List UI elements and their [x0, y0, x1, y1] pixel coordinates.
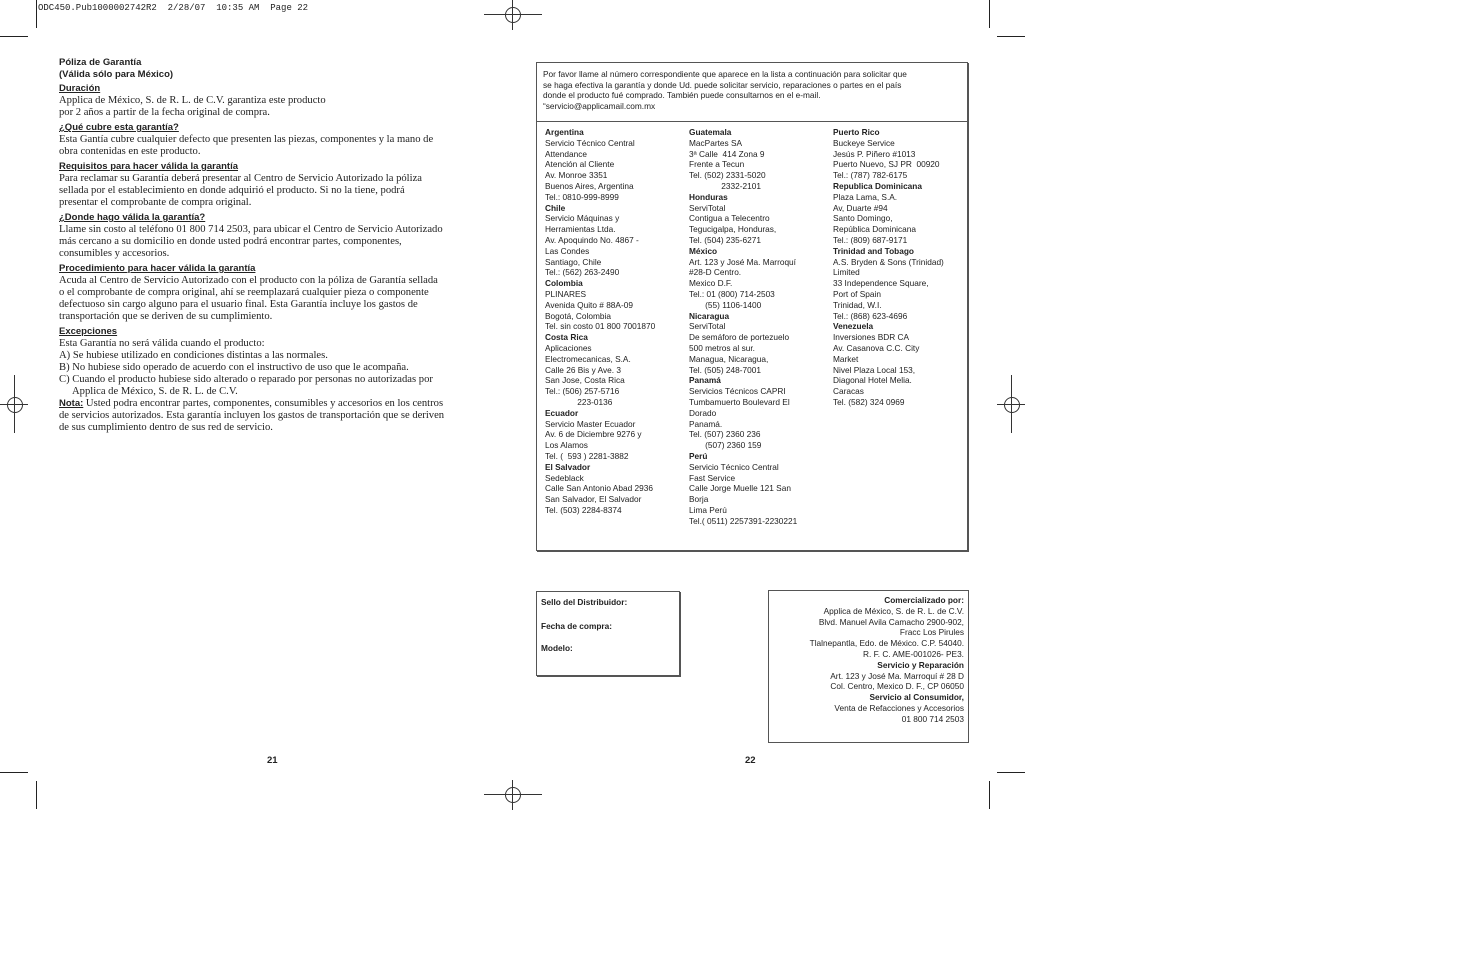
address-line: Tumbamuerto Boulevard El	[689, 396, 790, 407]
commercial-line: Servicio al Consumidor,	[869, 692, 964, 703]
address-line: Buckeye Service	[833, 137, 895, 148]
section-text-line: sellada por el establecimiento en donde adquirió el producto. Si no la tiene, podrá	[59, 185, 405, 196]
address-line: De semáforo de portezuelo	[689, 332, 790, 343]
address-line: Buenos Aires, Argentina	[545, 180, 634, 191]
section-heading: Procedimiento para hacer válida la garantía	[59, 263, 256, 274]
address-line: Port of Spain	[833, 288, 881, 299]
nota-line-2: de sus cumplimiento dentro de sus red de servicio.	[59, 422, 273, 433]
service-entry	[545, 408, 655, 462]
service-entry	[689, 127, 797, 192]
box-divider	[537, 121, 967, 122]
address-line: Attendance	[545, 148, 587, 159]
section-heading: ¿Donde hago válida la garantía?	[59, 212, 206, 223]
service-entry	[545, 462, 655, 516]
commercial-line: R. F. C. AME-001026- PE3.	[863, 648, 964, 659]
section-text-line: obra contenidas en este producto.	[59, 146, 201, 157]
address-line: Av, Duarte #94	[833, 202, 888, 213]
address-line: Atención al Cliente	[545, 159, 615, 170]
address-line: Av. Apoquindo No. 4867 -	[545, 234, 639, 245]
nota-line-0: Usted podra encontrar partes, componentes, consumibles y accesorios en los centros	[83, 398, 444, 409]
address-line: Bogotá, Colombia	[545, 310, 611, 321]
address-line: ServiTotal	[689, 202, 726, 213]
service-column-2	[689, 127, 797, 526]
country-name: El Salvador	[545, 461, 591, 472]
address-line: Mexico D.F.	[689, 278, 733, 289]
address-line: ServiTotal	[689, 321, 726, 332]
warranty-title: Póliza de Garantía	[59, 57, 142, 68]
country-name: Argentina	[545, 127, 584, 137]
printer-slug: ODC450.Pub1000002742R2 2/28/07 10:35 AM Page 22	[38, 3, 309, 13]
section-text-line: más cercano a su domicilio en donde usted podrá encontrar partes, componentes,	[59, 236, 402, 247]
service-intro	[543, 69, 963, 111]
service-entry	[833, 127, 944, 181]
distributor-stamp-box	[536, 591, 680, 676]
exception-item: Applica de México, S. de R. L. de C.V.	[72, 386, 238, 397]
section-text-line: defectuoso sin cargo alguno para el usuario final. Esta Garantía incluye los gastos de	[59, 299, 418, 310]
address-line: 3ª Calle 414 Zona 9	[689, 148, 765, 159]
address-line: Fast Service	[689, 472, 736, 483]
nota-line-1: de servicios autorizados. Esta garantía incluyen los gastos de transportación que se deriven	[59, 410, 445, 421]
address-line: Tel.: (868) 623-4696	[833, 310, 908, 321]
country-name: Chile	[545, 202, 566, 213]
address-line: Market	[833, 353, 859, 364]
country-name: Honduras	[689, 191, 728, 202]
address-line: Santo Domingo,	[833, 213, 893, 224]
address-line: Lima Perú	[689, 504, 727, 515]
address-line: Servicios Técnicos CAPRI	[689, 386, 786, 397]
address-line: Av. 6 de Diciembre 9276 y	[545, 429, 642, 440]
address-line: Tel. (582) 324 0969	[833, 396, 905, 407]
address-line: Servicio Máquinas y	[545, 213, 620, 224]
service-entry	[545, 127, 655, 203]
address-line: Av. Monroe 3351	[545, 170, 608, 181]
address-line: Frente a Tecun	[689, 159, 745, 170]
service-entry	[833, 321, 944, 407]
address-line: 223-0136	[545, 396, 613, 407]
address-line: Servicio Técnico Central	[545, 137, 635, 148]
address-line: Jesús P. Piñero #1013	[833, 148, 916, 159]
exception-item: B) No hubiese sido operado de acuerdo con el instructivo de uso que le acompaña.	[59, 362, 409, 373]
service-entry	[689, 451, 797, 527]
address-line: Tel. (502) 2331-5020	[689, 170, 766, 181]
address-line: Aplicaciones	[545, 342, 592, 353]
commercial-line: Applica de México, S. de R. L. de C.V.	[823, 605, 964, 616]
page-number-left: 21	[267, 755, 278, 766]
address-line: Plaza Lama, S.A.	[833, 191, 898, 202]
address-line: Dorado	[689, 407, 717, 418]
intro-line: Por favor llame al número correspondiente que aparece en la lista a continuación para solicitar que	[543, 69, 907, 79]
section-text-line: Esta Garantía no será válida cuando el producto:	[59, 338, 265, 349]
address-line: Tegucigalpa, Honduras,	[689, 224, 777, 235]
section-text-line: consumibles y accesorios.	[59, 248, 170, 259]
address-line: PLINARES	[545, 288, 587, 299]
address-line: Tel. sin costo 01 800 7001870	[545, 321, 656, 332]
address-line: Borja	[689, 494, 709, 505]
address-line: Tel.: (562) 263-2490	[545, 267, 620, 278]
page-number-right: 22	[745, 755, 756, 766]
section-text-line: Esta Gantía cubre cualquier defecto que presenten las piezas, componentes y la mano de	[59, 134, 434, 145]
address-line: Tel. (507) 2360 236	[689, 429, 761, 440]
intro-line: donde el producto fué comprado. También puede consultarnos en el e-mail.	[543, 90, 821, 100]
commercial-line: Col. Centro, Mexico D. F., CP 06050	[830, 681, 964, 692]
modelo-label: Modelo:	[541, 643, 573, 653]
commercial-line: Art. 123 y José Ma. Marroquí # 28 D	[830, 670, 964, 681]
address-line: Electromecanicas, S.A.	[545, 353, 631, 364]
address-line: Managua, Nicaragua,	[689, 353, 769, 364]
address-line: Tel. (503) 2284-8374	[545, 504, 622, 515]
address-line: 33 Independence Square,	[833, 278, 929, 289]
address-line: MacPartes SA	[689, 137, 743, 148]
section-text-line: transportación que se deriven de su cumplimiento.	[59, 311, 273, 322]
service-centers-box	[536, 62, 968, 551]
address-line: Inversiones BDR CA	[833, 332, 910, 343]
exception-item: C) Cuando el producto hubiese sido alterado o reparado por personas no autorizadas por	[59, 374, 433, 385]
warranty-policy	[59, 57, 491, 434]
service-entry	[689, 311, 797, 376]
address-line: Tel.( 0511) 2257391-2230221	[689, 515, 798, 526]
service-column-1	[545, 127, 655, 516]
service-column-3	[833, 127, 944, 408]
address-line: Servicio Técnico Central	[689, 461, 779, 472]
commercial-line: Fracc Los Pirules	[899, 627, 964, 638]
address-line: Tel.: (809) 687-9171	[833, 234, 908, 245]
section-heading: Requisitos para hacer válida la garantía	[59, 161, 238, 172]
service-entry	[545, 203, 655, 279]
section-text-line: por 2 años a partir de la fecha original de compra.	[59, 107, 270, 118]
country-name: Nicaragua	[689, 310, 730, 321]
exception-item: A) Se hubiese utilizado en condiciones distintas a las normales.	[59, 350, 328, 361]
address-line: Santiago, Chile	[545, 256, 602, 267]
nota-label: Nota:	[59, 398, 84, 409]
intro-line: se haga efectiva la garantía y donde Ud. puede solicitar servicio, reparaciones o partes en el país	[543, 79, 902, 90]
address-line: Av. Casanova C.C. City	[833, 342, 920, 353]
sello-label: Sello del Distribuidor:	[541, 597, 628, 607]
address-line: Nivel Plaza Local 153,	[833, 364, 916, 375]
address-line: República Dominicana	[833, 224, 917, 235]
country-name: Guatemala	[689, 127, 732, 137]
address-line: Los Alamos	[545, 440, 588, 451]
address-line: Contigua a Telecentro	[689, 213, 770, 224]
fecha-label: Fecha de compra:	[541, 621, 613, 631]
warranty-subtitle: (Válida sólo para México)	[59, 69, 174, 80]
address-line: Tel.: (787) 782-6175	[833, 170, 908, 181]
section-text-line: o el comprobante de compra original, ahí se reemplazará cualquier pieza o componente	[59, 287, 429, 298]
address-line: Caracas	[833, 386, 864, 397]
section-text-line: Applica de México, S. de R. L. de C.V. garantiza este producto	[59, 95, 326, 106]
country-name: Perú	[689, 450, 708, 461]
section-heading: Duración	[59, 83, 101, 94]
address-line: Panamá.	[689, 418, 723, 429]
address-line: Tel.: (506) 257-5716	[545, 386, 620, 397]
country-name: Panamá	[689, 375, 721, 386]
address-line: 2332-2101	[689, 180, 761, 191]
address-line: (507) 2360 159	[689, 440, 762, 451]
address-line: Sedeblack	[545, 472, 584, 483]
country-name: Trinidad and Tobago	[833, 245, 914, 256]
address-line: Puerto Nuevo, SJ PR 00920	[833, 159, 940, 170]
country-name: Colombia	[545, 278, 583, 289]
address-line: Tel. (505) 248-7001	[689, 364, 761, 375]
address-line: Calle 26 Bis y Ave. 3	[545, 364, 621, 375]
address-line: Avenida Quito # 88A-09	[545, 299, 633, 310]
address-line: Trinidad, W.I.	[833, 299, 882, 310]
address-line: Art. 123 y José Ma. Marroquí	[689, 256, 796, 267]
service-entry	[545, 332, 655, 408]
address-line: Tel.: 0810-999-8999	[545, 191, 619, 202]
country-name: Venezuela	[833, 321, 874, 332]
service-entry	[833, 181, 944, 246]
address-line: Tel.: 01 (800) 714-2503	[689, 288, 775, 299]
service-entry	[833, 246, 944, 322]
address-line: Las Condes	[545, 245, 590, 256]
address-line: San Salvador, El Salvador	[545, 494, 642, 505]
section-text-line: presentar el comprobante de compra original.	[59, 197, 252, 208]
section-heading: Excepciones	[59, 326, 118, 337]
country-name: Republica Dominicana	[833, 180, 922, 191]
commercial-info-rows	[769, 595, 964, 725]
service-entry	[689, 192, 797, 246]
commercial-line: Blvd. Manuel Avila Camacho 2900-902,	[818, 616, 964, 627]
service-entry	[689, 375, 797, 451]
nota-paragraph	[59, 398, 491, 434]
address-line: Tel. ( 593 ) 2281-3882	[545, 450, 629, 461]
address-line: #28-D Centro.	[689, 267, 742, 278]
address-line: (55) 1106-1400	[689, 299, 762, 310]
section-heading: ¿Qué cubre esta garantía?	[59, 122, 179, 133]
commercial-line: Comercializado por:	[884, 595, 964, 605]
address-line: Limited	[833, 267, 860, 278]
country-name: Ecuador	[545, 407, 579, 418]
section-text-line: Llame sin costo al teléfono 01 800 714 2503, para ubicar el Centro de Servicio Autorizado	[59, 224, 443, 235]
address-line: Herramientas Ltda.	[545, 224, 616, 235]
address-line: A.S. Bryden & Sons (Trinidad)	[833, 256, 944, 267]
address-line: Tel. (504) 235-6271	[689, 234, 761, 245]
country-name: Costa Rica	[545, 332, 588, 343]
section-text-line: Para reclamar su Garantía deberá presentar al Centro de Servicio Autorizado la póliza	[59, 173, 422, 184]
address-line: San Jose, Costa Rica	[545, 375, 625, 386]
service-entry	[545, 278, 655, 332]
commercial-info-box	[768, 590, 969, 743]
commercial-line: Venta de Refacciones y Accesorios	[834, 702, 964, 713]
address-line: 500 metros al sur.	[689, 342, 755, 353]
address-line: Servicio Master Ecuador	[545, 418, 636, 429]
address-line: Diagonal Hotel Melia.	[833, 375, 912, 386]
address-line: Calle San Antonio Abad 2936	[545, 483, 653, 494]
commercial-line: Servicio y Reparación	[877, 659, 964, 670]
section-text-line: Acuda al Centro de Servicio Autorizado con el producto con la póliza de Garantía sellada	[59, 275, 438, 286]
commercial-line: Tlalnepantla, Edo. de México. C.P. 54040.	[809, 638, 964, 649]
intro-email: “servicio@applicamail.com.mx	[543, 100, 656, 111]
country-name: Puerto Rico	[833, 127, 880, 137]
country-name: México	[689, 245, 718, 256]
address-line: Calle Jorge Muelle 121 San	[689, 483, 791, 494]
commercial-line: 01 800 714 2503	[901, 713, 964, 724]
service-entry	[689, 246, 797, 311]
